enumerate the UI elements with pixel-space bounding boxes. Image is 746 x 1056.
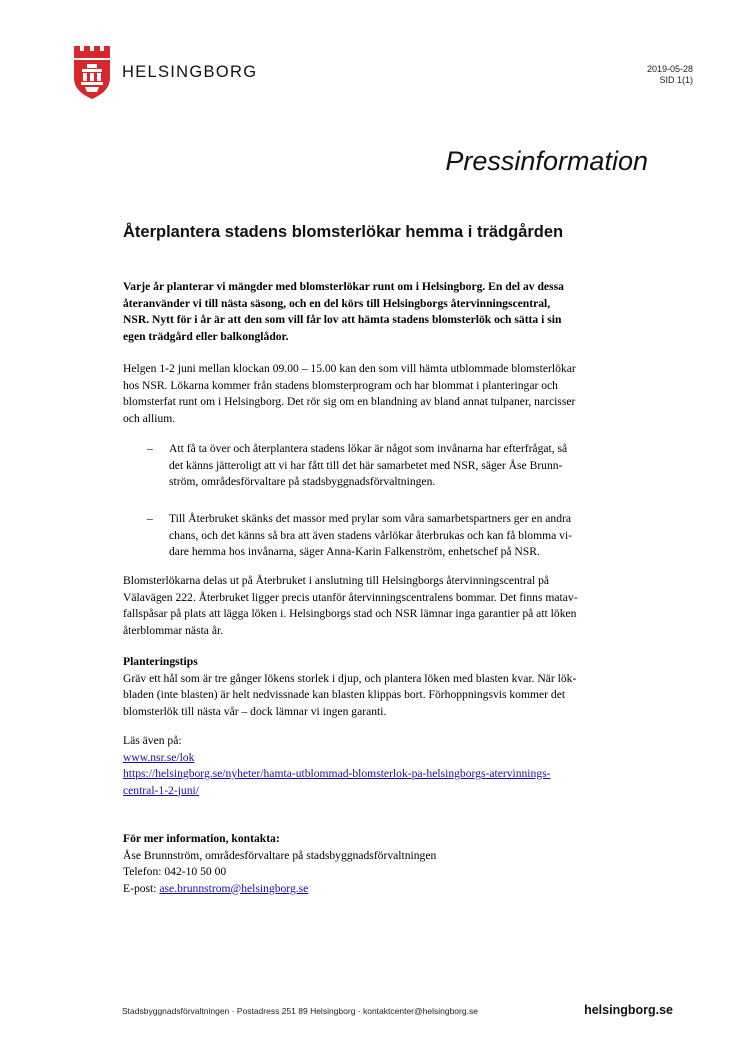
page-number: SID 1(1) bbox=[659, 75, 693, 85]
quote-2 bbox=[123, 511, 653, 561]
text-line: bladen (inte blasten) är helt nedvissnade kan blasten klippas bort. Förhoppningsvis kommer det bbox=[123, 688, 566, 701]
body-paragraph-2 bbox=[123, 573, 653, 639]
text-line: Blomsterlökarna delas ut på Återbruket i anslutning till Helsingborgs återvinningscentral på bbox=[123, 574, 550, 587]
document-meta bbox=[647, 64, 693, 86]
quote-1 bbox=[123, 441, 653, 491]
contact-heading: För mer information, kontakta: bbox=[123, 832, 280, 845]
document-date: 2019-05-28 bbox=[646, 64, 693, 74]
body-paragraph-1 bbox=[123, 361, 653, 427]
email-link[interactable]: ase.brunnstrom@helsingborg.se bbox=[159, 881, 309, 895]
footer-website: helsingborg.se bbox=[584, 1003, 673, 1017]
text-line: Välavägen 222. Återbruket ligger precis utanför återvinningscentralens bommar. Det finns matav- bbox=[123, 590, 578, 604]
contact-info bbox=[123, 831, 653, 897]
footer-address: Stadsbyggnadsförvaltningen · Postadress 251 89 Helsingborg · kontaktcenter@helsingborg.se bbox=[122, 1006, 478, 1016]
text-line: egen trädgård eller balkonglådor. bbox=[123, 329, 289, 343]
read-more-links bbox=[123, 733, 653, 799]
text-line: det känns jätteroligt att vi har fått till det här samarbetet med NSR, säger Åse Brunn- bbox=[169, 458, 563, 472]
text-line: Varje år planterar vi mängder med blomsterlökar runt om i Helsingborg. En del av dessa bbox=[123, 280, 564, 293]
brand-name: HELSINGBORG bbox=[122, 63, 258, 81]
text-line: återblommar nästa år. bbox=[123, 623, 224, 637]
text-line: Gräv ett hål som är tre gånger lökens storlek i djup, och plantera löken med blasten kvar. När lök- bbox=[123, 671, 577, 685]
helsingborg-news-link[interactable]: https://helsingborg.se/nyheter/hamta-utblommad-blomsterlok-pa-helsingborgs-atervinnings- bbox=[123, 767, 551, 780]
planting-tips bbox=[123, 654, 653, 720]
contact-email-line bbox=[123, 881, 653, 898]
text-line: ström, områdesförvaltare på stadsbyggnadsförvaltningen. bbox=[169, 475, 436, 488]
nsr-link[interactable]: www.nsr.se/lok bbox=[123, 750, 195, 764]
contact-phone: Telefon: 042-10 50 00 bbox=[123, 865, 227, 878]
text-line: Till Återbruket skänks det massor med prylar som våra samarbetspartners ger en andra bbox=[169, 512, 572, 525]
text-line: blomsterfat runt om i Helsingborg. Det rör sig om en blandning av bland annat tulpaner, narcisser bbox=[123, 395, 576, 408]
text-line: dare hemma hos invånarna, säger Anna-Karin Falkenström, enhetschef på NSR. bbox=[169, 545, 540, 558]
text-line: blomsterlök till nästa vår – dock lämnar vi ingen garanti. bbox=[123, 704, 387, 718]
text-line: hos NSR. Lökarna kommer från stadens blomsterprogram och har blommat i planteringar och bbox=[123, 378, 558, 392]
text-line: Helgen 1-2 juni mellan klockan 09.00 – 15.00 kan den som vill hämta utblommade blomsterlökar bbox=[123, 362, 576, 375]
text-line: NSR. Nytt för i år är att den som vill får lov att hämta stadens blomsterlök och sätta i sin bbox=[123, 313, 562, 326]
quote-dash: – bbox=[147, 442, 153, 455]
contact-name: Åse Brunnström, områdesförvaltare på stadsbyggnadsförvaltningen bbox=[123, 848, 437, 862]
links-intro: Läs även på: bbox=[123, 734, 182, 747]
text-line: återanvänder vi till nästa säsong, och en del körs till Helsingborgs återvinningscentral, bbox=[123, 296, 551, 310]
text-line: Att få ta över och återplantera stadens lökar är något som invånarna har efterfrågat, så bbox=[169, 442, 568, 455]
text-line: chans, och det känns så bra att även stadens vårlökar återbrukas och kan få blomma vi- bbox=[169, 528, 573, 542]
quote-dash: – bbox=[147, 512, 153, 525]
text-line: och allium. bbox=[123, 411, 176, 425]
lead-paragraph bbox=[123, 279, 653, 345]
crest-crown bbox=[74, 46, 110, 58]
helsingborg-news-link-continued[interactable]: central-1-2-juni/ bbox=[123, 783, 199, 797]
headline: Återplantera stadens blomsterlökar hemma i trädgården bbox=[123, 223, 564, 241]
tips-heading: Planteringstips bbox=[123, 655, 198, 668]
email-label: E-post: bbox=[123, 881, 160, 895]
text-line: fallspåsar på plats att lägga löken i. Helsingborgs stad och NSR lämnar inga garantier på att löken bbox=[123, 607, 577, 620]
helsingborg-crest-logo bbox=[72, 44, 112, 100]
document-title: Pressinformation bbox=[445, 146, 648, 176]
